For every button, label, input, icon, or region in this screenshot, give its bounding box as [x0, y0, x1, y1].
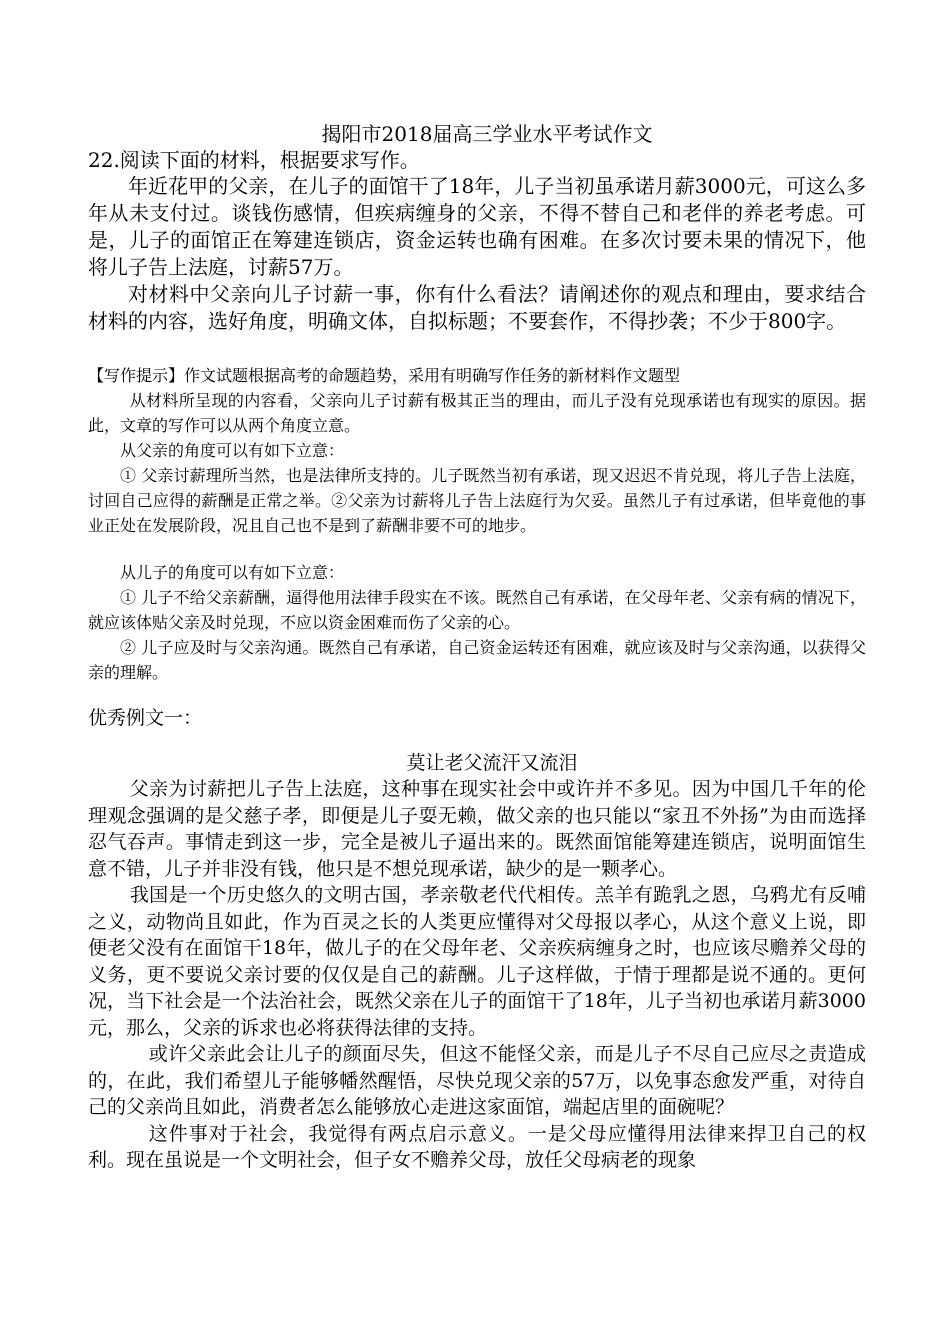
father-angle-points: ① 父亲讨薪理所当然，也是法律所支持的。儿子既然当初有承诺，现又迟迟不肯兑现，将儿子告上法庭，讨回自己应得的薪酬是正常之举。②父亲为讨薪将儿子告上法庭行为欠妥。虽然儿子有过承诺，但毕竟他的事业正处在发展阶段，况且自己也不是到了薪酬非要不可的地步。 [88, 466, 866, 535]
essay-paragraph-3: 或许父亲此会让儿子的颜面尽失，但这不能怪父亲，而是儿子不尽自己应尽之责造成的，在此，我们希望儿子能够幡然醒悟，尽快兑现父亲的57万，以免事态愈发严重，对待自己的父亲尚且如此，消费者怎么能够放心走进这家面馆，端起店里的面碗呢？ [88, 1043, 866, 1118]
requirement-paragraph: 对材料中父亲向儿子讨薪一事，你有什么看法？请阐述你的观点和理由，要求结合材料的内容，选好角度，明确文体，自拟标题；不要套作，不得抄袭；不少于800字。 [88, 282, 866, 333]
son-angle-point-2: ② 儿子应及时与父亲沟通。既然自己有承诺，自己资金运转还有困难，就应该及时与父亲沟通，以获得父亲的理解。 [88, 638, 866, 682]
essay-paragraph-1: 父亲为讨薪把儿子告上法庭，这种事在现实社会中或许并不多见。因为中国几千年的伦理观念强调的是父慈子孝，即便是儿子耍无赖，做父亲的也只能以“家丑不外扬”为由而选择忍气吞声。事情走到这一步，完全是被儿子逼出来的。既然面馆能筹建连锁店，说明面馆生意不错，儿子并非没有钱，他只是不想兑现承诺，缺少的是一颗孝心。 [88, 778, 866, 880]
essay-paragraph-2: 我国是一个历史悠久的文明古国，孝亲敬老代代相传。羔羊有跪乳之恩，乌鸦尤有反哺之义，动物尚且如此，作为百灵之长的人类更应懂得对父母报以孝心，从这个意义上说，即便老父没有在面馆干18年，做儿子的在父母年老、父亲疾病缠身之时，也应该尽赡养父母的义务，更不要说父亲讨要的仅仅是自己的薪酬。儿子这样做，于情于理都是说不通的。更何况，当下社会是一个法治社会，既然父亲在儿子的面馆干了18年，儿子当初也承诺月薪3000元，那么，父亲的诉求也必将获得法律的支持。 [88, 884, 866, 1039]
material-paragraph: 年近花甲的父亲，在儿子的面馆干了18年，儿子当初虽承诺月薪3000元，可这么多年从未支付过。谈钱伤感情，但疾病缠身的父亲，不得不替自己和老伴的养老考虑。可是，儿子的面馆正在筹建连锁店，资金运转也确有困难。在多次讨要未果的情况下，他将儿子告上法庭，讨薪57万。 [88, 174, 866, 279]
question-heading: 22.阅读下面的材料，根据要求写作。 [88, 148, 420, 172]
essay-title: 莫让老父流汗又流泪 [406, 752, 578, 774]
tips-overview: 从材料所呈现的内容看，父亲向儿子讨薪有极其正当的理由，而儿子没有兑现承诺也有现实的原因。据此，文章的写作可以从两个角度立意。 [88, 391, 866, 435]
document-title: 揭阳市2018届高三学业水平考试作文 [321, 122, 653, 146]
spacer [88, 538, 866, 560]
son-angle-heading: 从儿子的角度可以有如下立意： [120, 563, 345, 582]
example-label: 优秀例文一： [88, 707, 203, 729]
father-angle-heading: 从父亲的角度可以有如下立意： [120, 441, 345, 460]
essay-paragraph-4: 这件事对于社会，我觉得有两点启示意义。一是父母应懂得用法律来捍卫自己的权利。现在虽说是一个文明社会，但子女不赡养父母，放任父母病老的现象 [88, 1122, 866, 1171]
writing-tips-heading: 【写作提示】作文试题根据高考的命题趋势，采用有明确写作任务的新材料作文题型 [88, 366, 681, 385]
document-page [88, 122, 866, 1174]
son-angle-point-1: ① 儿子不给父亲薪酬，逼得他用法律手段实在不该。既然自己有承诺，在父母年老、父亲有病的情况下，就应该体贴父亲及时兑现，不应以资金困难而伤了父亲的心。 [88, 588, 866, 632]
